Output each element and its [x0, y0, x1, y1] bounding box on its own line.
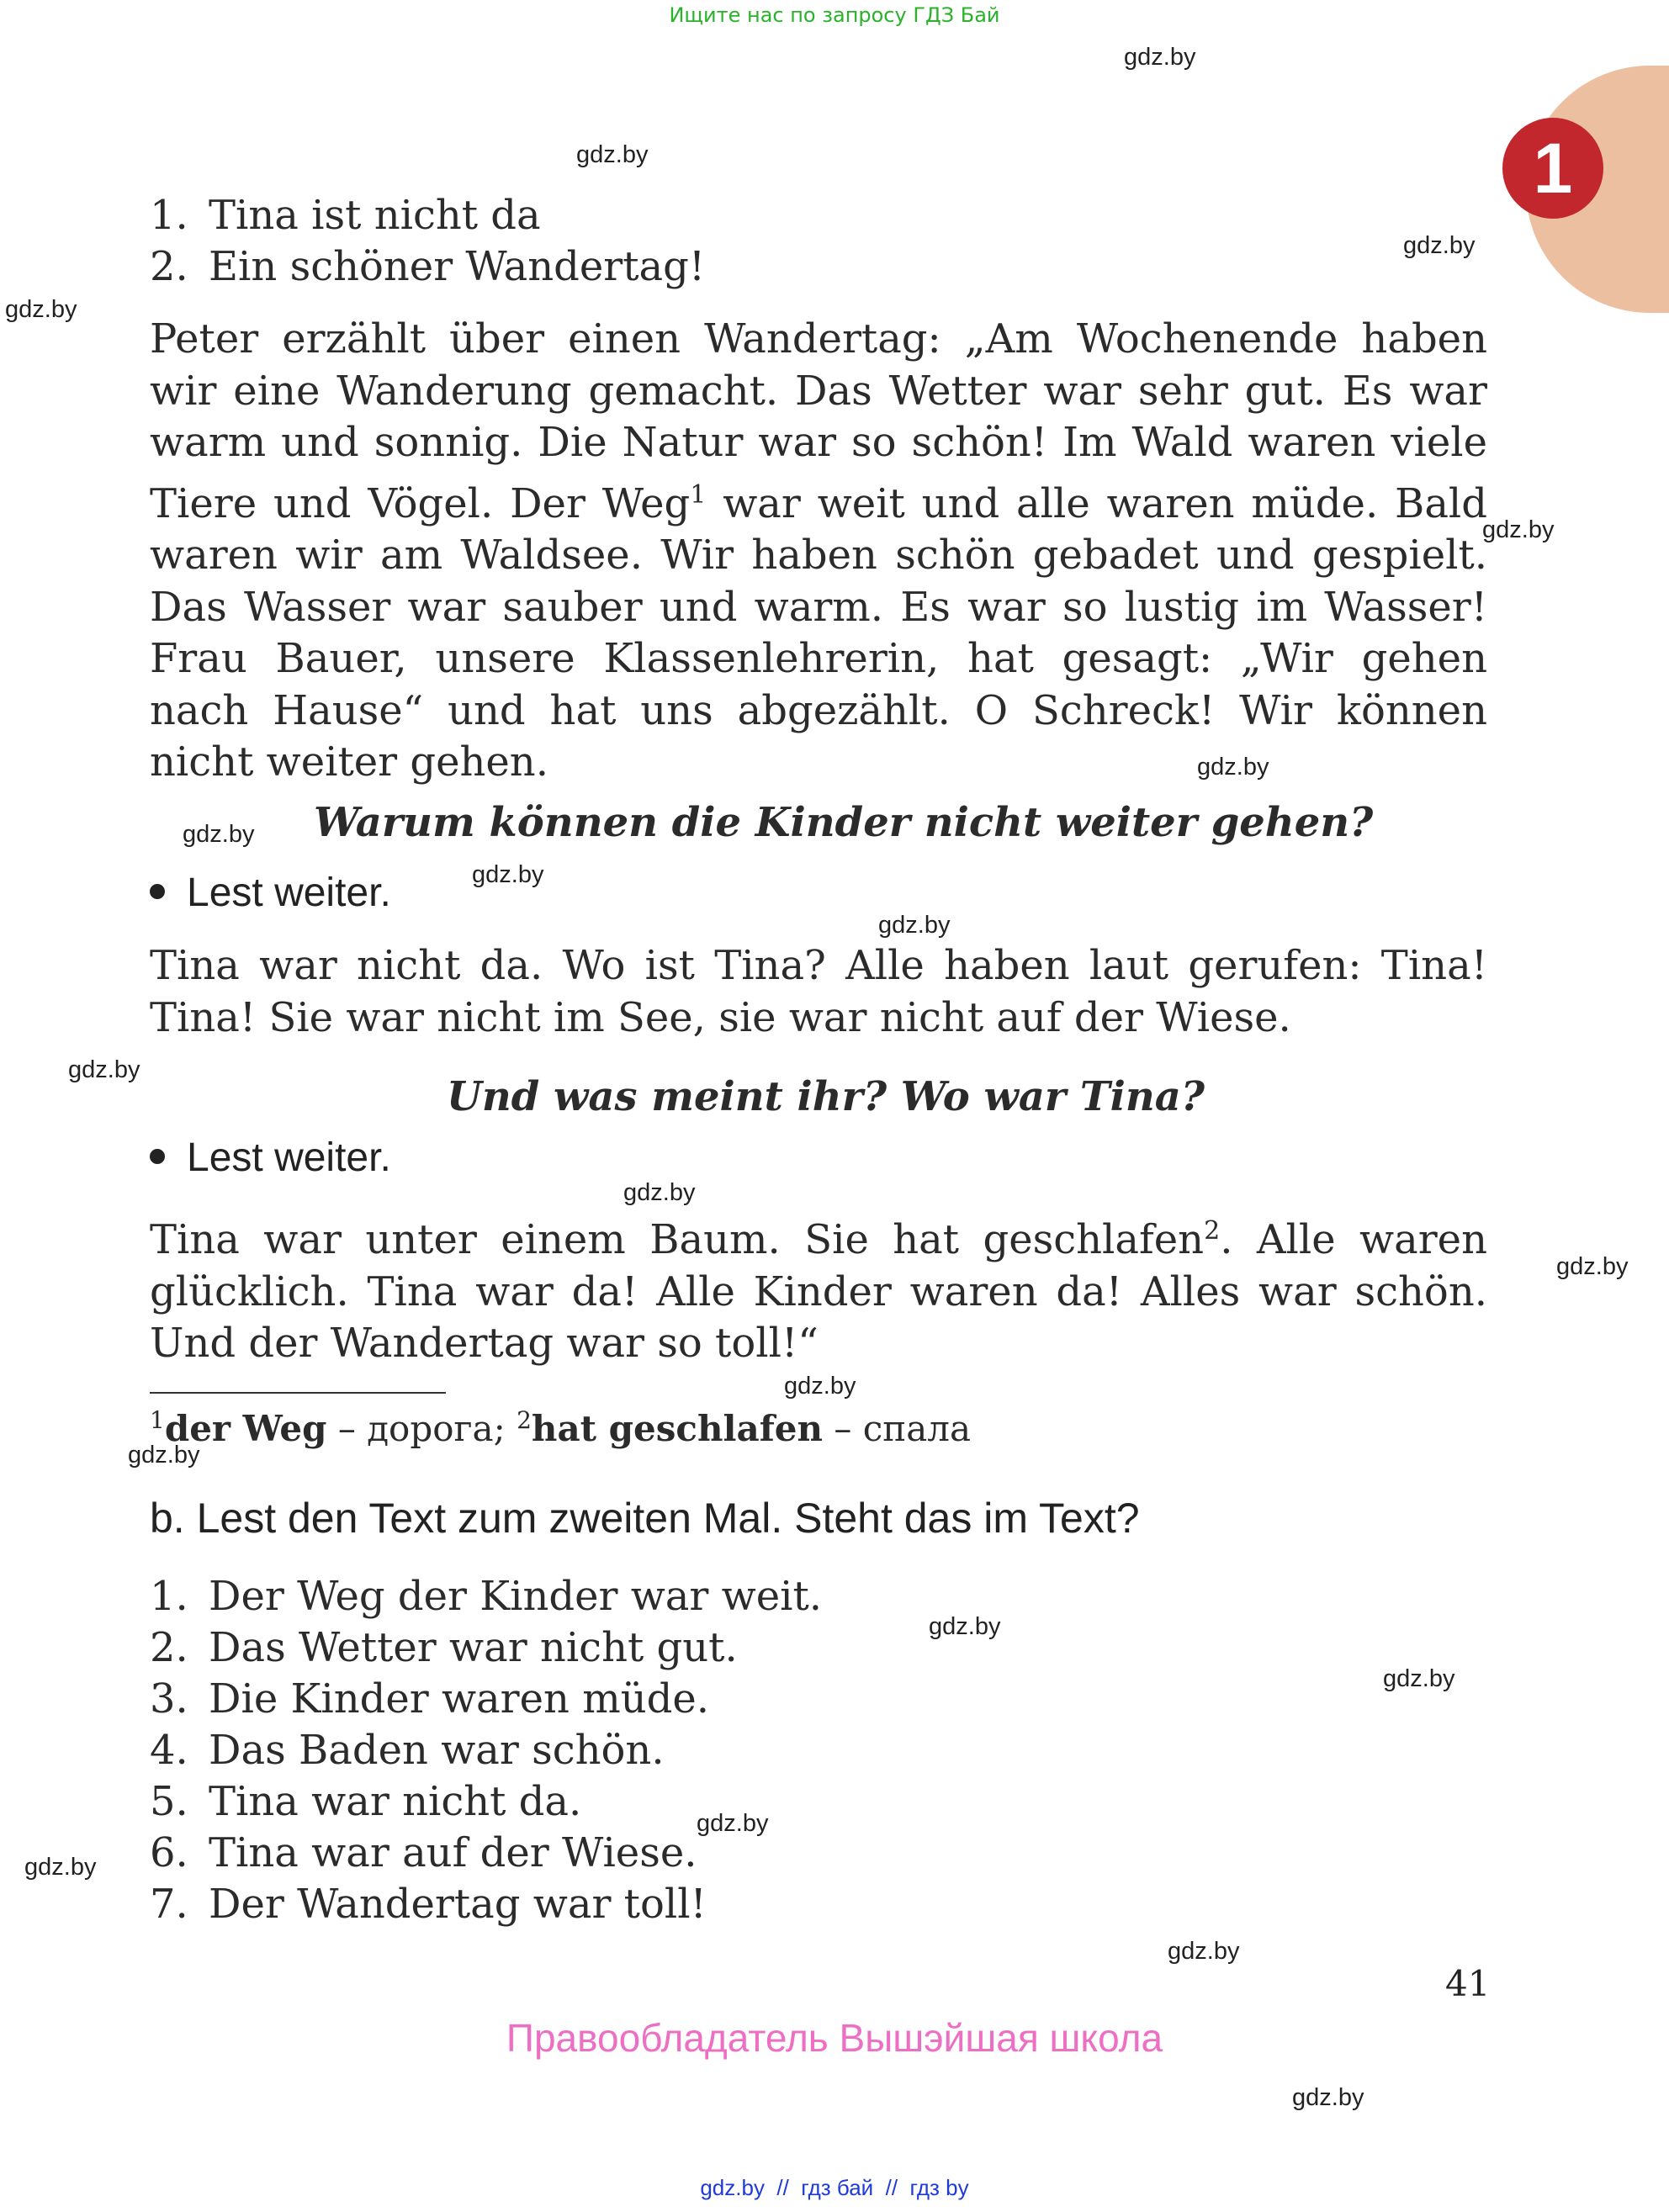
text-line: Das Wasser war sauber und warm. Es war so lustig im Wasser!: [150, 583, 1487, 631]
watermark: gdz.by: [5, 296, 77, 323]
story-paragraph-2: [150, 940, 1487, 1044]
watermark: gdz.by: [472, 861, 544, 888]
watermark: gdz.by: [929, 1613, 1001, 1640]
list-item: 6. Tina war auf der Wiese.: [150, 1829, 697, 1876]
text-line: nach Hause“ und hat uns abgezählt. O Schreck! Wir können: [150, 686, 1487, 734]
story-titles: [150, 190, 705, 293]
text-line: Und der Wandertag war so toll!“: [150, 1320, 819, 1367]
list-item: 3. Die Kinder waren müde.: [150, 1675, 710, 1723]
watermark: gdz.by: [784, 1373, 856, 1400]
watermark: gdz.by: [697, 1810, 769, 1837]
list-item: 1. Der Weg der Kinder war weit.: [150, 1573, 822, 1620]
story-paragraph-3: [150, 1205, 1487, 1370]
top-banner: Ищите нас по запросу ГДЗ Бай: [669, 3, 1000, 27]
watermark: gdz.by: [1403, 232, 1476, 259]
watermark: gdz.by: [1197, 754, 1269, 781]
rights-holder: Правообладатель Вышэйшая школа: [506, 2016, 1163, 2060]
watermark: gdz.by: [1168, 1938, 1240, 1965]
bottom-links[interactable]: gdz.by // гдз бай // гдз by: [700, 2175, 969, 2200]
instruction-bullet: Lest weiter.: [150, 1135, 391, 1181]
text-line: Tina! Sie war nicht im See, sie war nicht auf der Wiese.: [150, 993, 1291, 1041]
text-line: glücklich. Tina war da! Alle Kinder waren da! Alles war schön.: [150, 1267, 1487, 1315]
watermark: gdz.by: [68, 1056, 140, 1083]
watermark: gdz.by: [1383, 1665, 1455, 1692]
question-2: Und was meint ihr? Wo war Tina?: [447, 1073, 1205, 1120]
story-paragraph-1: [150, 314, 1487, 789]
bullet-icon: [150, 884, 165, 899]
watermark: gdz.by: [1292, 2084, 1364, 2111]
watermark: gdz.by: [1124, 44, 1196, 71]
watermark: gdz.by: [24, 1854, 97, 1881]
watermark: gdz.by: [623, 1179, 696, 1206]
story-title: 2. Ein schöner Wandertag!: [150, 243, 706, 290]
statement-list: [150, 1571, 822, 1930]
text-line: Frau Bauer, unsere Klassenlehrerin, hat gesagt: „Wir gehen: [150, 635, 1487, 682]
watermark: gdz.by: [576, 141, 649, 168]
list-item: 7. Der Wandertag war toll!: [150, 1881, 707, 1928]
list-item: 2. Das Wetter war nicht gut.: [150, 1624, 738, 1671]
text-line: nicht weiter gehen.: [150, 738, 548, 786]
instruction-bullet: Lest weiter.: [150, 870, 391, 916]
task-b-heading: b. Lest den Text zum zweiten Mal. Steht das im Text?: [150, 1495, 1140, 1542]
text-line: Tina war nicht da. Wo ist Tina? Alle haben laut gerufen: Tina!: [150, 942, 1487, 989]
watermark: gdz.by: [183, 821, 255, 848]
list-item: 4. Das Baden war schön.: [150, 1727, 665, 1774]
bullet-icon: [150, 1149, 165, 1164]
text-line: Peter erzählt über einen Wandertag: „Am Wochenende haben: [150, 315, 1487, 362]
text-line: Tiere und Vögel. Der Weg$^1$ war weit und alle waren müde. Bald: [150, 479, 1488, 527]
footnote-divider: [150, 1392, 446, 1394]
text-line: waren wir am Waldsee. Wir haben schön gebadet und gespielt.: [150, 532, 1487, 579]
watermark: gdz.by: [128, 1442, 200, 1468]
page-number: 41: [1445, 1963, 1491, 2004]
text-line: Tina war unter einem Baum. Sie hat geschlafen$^2$. Alle waren: [150, 1216, 1487, 1263]
watermark: gdz.by: [1556, 1253, 1629, 1280]
footnote-ref: 2: [1204, 1216, 1221, 1246]
chapter-badge: 1: [1502, 118, 1603, 219]
story-title: 1. Tina ist nicht da: [150, 192, 541, 239]
footnote-ref: 1: [690, 479, 707, 510]
text-line: wir eine Wanderung gemacht. Das Wetter war sehr gut. Es war: [150, 367, 1487, 415]
text-line: warm und sonnig. Die Natur war so schön! Im Wald waren viele: [150, 419, 1487, 466]
watermark: gdz.by: [878, 912, 951, 939]
footnotes: $^1$der Weg – дорога; $^2$hat geschlafen – спала: [150, 1406, 972, 1449]
watermark: gdz.by: [1482, 516, 1555, 543]
question-1: Warum können die Kinder nicht weiter gehen?: [314, 799, 1374, 846]
list-item: 5. Tina war nicht da.: [150, 1778, 582, 1825]
